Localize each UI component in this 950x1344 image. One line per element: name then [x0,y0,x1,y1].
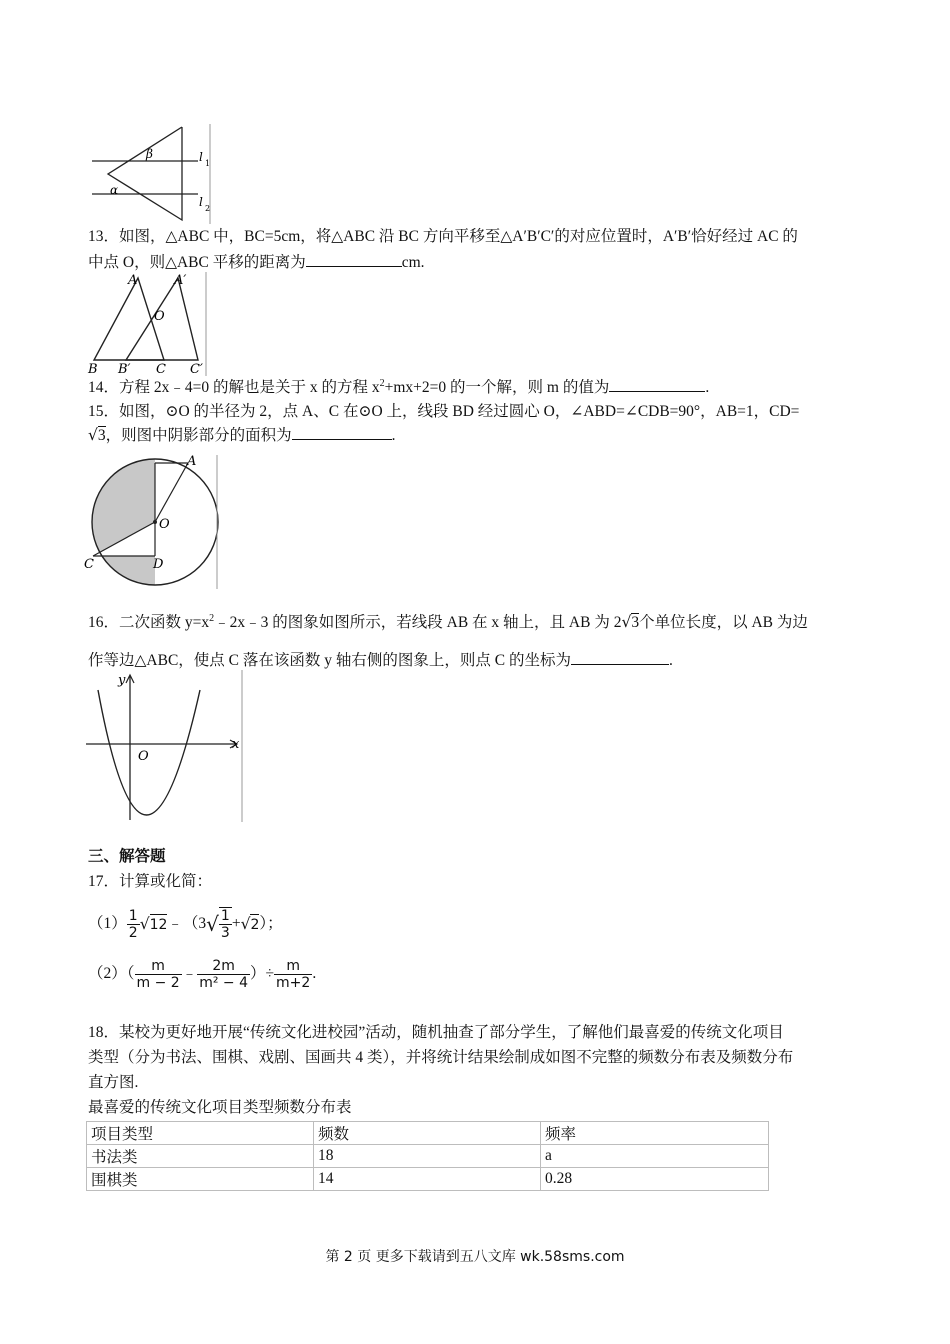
q15-line2-end: . [391,427,396,444]
q15-root-value: 3 [97,427,106,444]
q17-p1-inner-den: 3 [220,925,230,941]
table-cell: 0.28 [541,1168,769,1191]
fig15-O: O [159,517,170,532]
q18-table-title: 最喜爱的传统文化项目类型频数分布表 [88,1099,352,1116]
fig12-l1-sub: 1 [205,159,211,168]
fig13-B-prime: B′ [118,362,131,376]
table-cell: 14 [314,1168,541,1191]
table-cell: a [541,1145,769,1168]
sqrt-icon: √ [621,613,632,631]
fig13-C: C [156,362,166,376]
q16-sup: 2 [209,612,215,624]
q17-p1-fraction [127,908,140,941]
fig16-O: O [138,749,149,764]
q17-title: 17．计算或化简： [88,873,213,890]
fig15-A: A [187,455,197,469]
q15-line2-text: ，则图中阴影部分的面积为 [105,427,292,444]
figure-q16-parabola [84,670,244,822]
q13-line2-post: cm. [401,254,425,271]
fig13-B: B [88,362,98,376]
q18-line1: 18．某校为更好地开展“传统文化进校园”活动，随机抽查了部分学生，了解他们最喜爱的传统文化项目 [88,1024,784,1041]
q17-p2-f3-num: m [274,958,312,975]
table-header-cell: 频率 [541,1122,769,1145]
table-row [87,1168,769,1191]
fig13-O: O [154,309,165,324]
q17-p2-minus: ﹣ [181,965,198,982]
q17-part1 [88,904,283,944]
q16-line1 [88,612,808,633]
q17-p1-inner-num: 1 [220,908,230,924]
q16-line2 [88,650,673,671]
q17-p2-f1-den: m − 2 [136,974,180,991]
q17-p2-f2-den: m² − 4 [199,974,249,991]
q16-line2-pre: 作等边△ABC，使点 C 落在该函数 y 轴右侧的图象上，则点 C 的坐标为 [88,652,571,669]
q17-part2 [88,952,316,996]
sqrt-icon: √ [240,915,251,933]
table-header-row [87,1122,769,1145]
table-cell: 围棋类 [87,1168,314,1191]
q17-p2-fraction1 [135,958,182,991]
table-row [87,1145,769,1168]
q16-line1-post: 个单位长度，以 AB 为边 [639,614,808,631]
q17-p2-div: ）÷ [250,965,275,982]
q13-line2 [88,252,425,273]
q17-p2-fraction3 [274,958,312,991]
q17-p2-f2-num: 2m [197,958,250,975]
q17-p1-inner-fraction [219,907,232,941]
q14-pre: 14．方程 2x﹣4=0 的解也是关于 x 的方程 x [88,379,380,396]
q14-line [88,377,709,398]
sqrt-icon: √ [139,915,150,933]
q17-p2-f3-den: m+2 [276,974,311,991]
table-cell: 18 [314,1145,541,1168]
fig12-l1: l [199,150,203,164]
figure-q12-parallel-lines [86,124,216,224]
table-cell: 书法类 [87,1145,314,1168]
q17-p2-f1-num: m [135,958,182,975]
q16-line1-pre: 16．二次函数 y=x [88,614,210,631]
q16-line2-end: . [668,652,673,669]
fig15-C: C [84,557,94,572]
q17-p2-label: （2）（ [88,965,135,982]
q14-sup: 2 [379,377,385,389]
fig12-l2: l [199,195,203,209]
q17-p1-root1: 12 [150,914,168,935]
figure-q13-translated-triangles [86,272,216,376]
q18-line3: 直方图. [88,1074,139,1091]
fig16-x: x [232,737,240,752]
q17-p1-label: （1） [88,915,127,932]
table-header-cell: 项目类型 [87,1122,314,1145]
fig12-l2-sub: 2 [205,204,211,213]
q17-p1-end: ）； [259,915,283,932]
sqrt-icon: √ [206,912,219,936]
q17-p2-fraction2 [197,958,250,991]
q14-answer-blank [609,377,705,392]
q18-line2: 类型（分为书法、围棋、戏剧、国画共 4 类），并将统计结果绘制成如图不完整的频数分布表及频数分布 [88,1049,794,1066]
section-title: 三、解答题 [88,848,166,865]
q17-p1-frac-den: 2 [128,924,138,941]
q17-p1-minus: ﹣（3 [167,915,207,932]
q13-line2-pre: 中点 O，则△ABC 平移的距离为 [88,254,306,271]
fig12-beta: β [146,147,153,161]
q17-p1-frac-num: 1 [128,907,138,924]
q16-root-value: 3 [631,614,640,631]
sqrt-icon: √ [88,426,98,444]
q14-end: . [705,379,710,396]
fig16-y: y [118,673,126,688]
q13-line1: 13．如图，△ABC 中，BC=5cm，将△ABC 沿 BC 方向平移至△A′B′C′的对应位置时，A′B′恰好经过 AC 的 [88,228,798,245]
table-header-cell: 频数 [314,1122,541,1145]
fig13-C-prime: C′ [190,362,203,376]
frequency-table [86,1121,769,1191]
fig13-A-prime: A′ [174,273,187,288]
fig12-alpha: α [110,183,119,197]
q15-line2 [88,425,396,446]
fig15-D: D [153,557,164,572]
fig13-A: A [128,273,138,288]
q14-post: +mx+2=0 的一个解，则 m 的值为 [384,379,610,396]
q16-answer-blank [571,650,669,665]
figure-q15-circle-shaded [84,455,220,589]
q17-p2-end: . [312,965,317,982]
q13-answer-blank [306,252,402,267]
q17-p1-plus: + [231,915,241,932]
q16-line1-mid: ﹣2x﹣3 的图象如图所示，若线段 AB 在 x 轴上，且 AB 为 2 [214,614,622,631]
page-footer: 第 2 页 更多下载请到五八文库 wk.58sms.com [325,1249,625,1265]
q17-p1-root2: 2 [250,914,259,935]
q15-answer-blank [292,425,392,440]
q15-line1: 15．如图，⊙O 的半径为 2，点 A、C 在⊙O 上，线段 BD 经过圆心 O，∠ABD=∠CDB=90°，AB=1，CD= [88,403,800,420]
